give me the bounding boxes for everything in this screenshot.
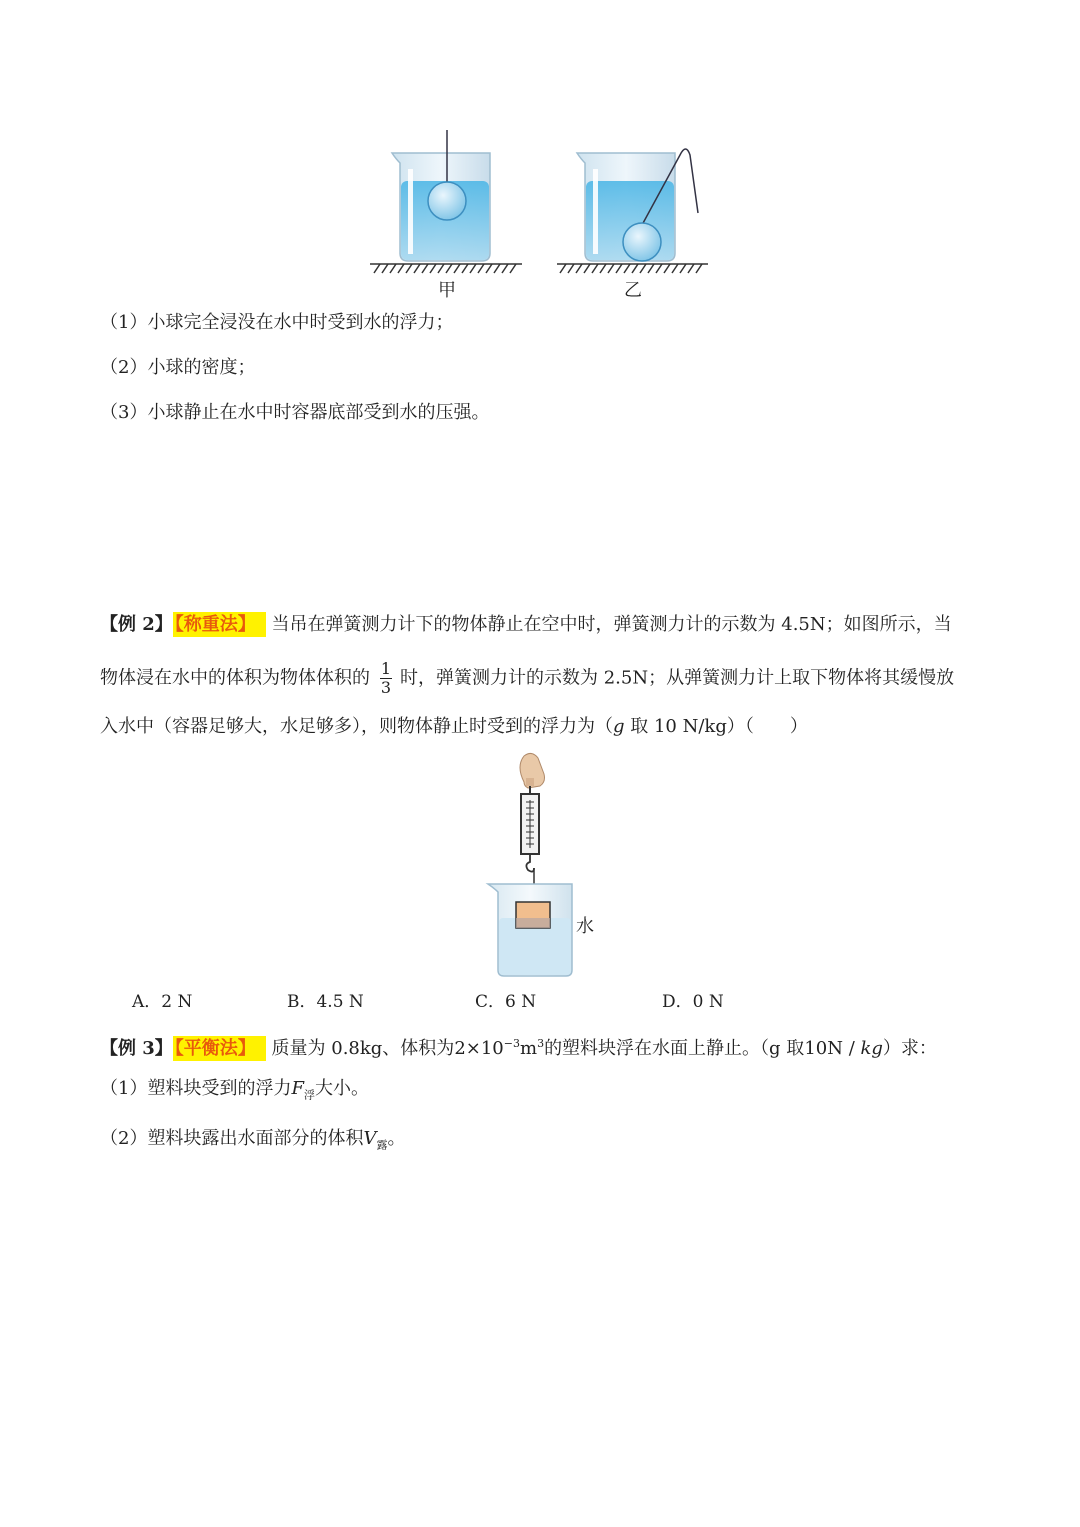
ex3-q1-subscript: 浮 [303, 1088, 315, 1102]
option-d: D．0 N [662, 992, 724, 1012]
ex3-volume-coef: 2×10 [454, 1038, 504, 1059]
beaker-left [392, 130, 490, 261]
ex2-line-1 [100, 612, 952, 638]
ex2-g-symbol: g [613, 716, 625, 737]
ex1-question-1: （1）小球完全浸没在水中时受到水的浮力； [100, 312, 454, 333]
spring-scale-figure [480, 752, 610, 980]
figure-label-left: 甲 [438, 280, 456, 301]
figure-label-right: 乙 [624, 280, 642, 301]
ex3-g-unit: kg [860, 1038, 883, 1059]
ex3-question-1 [100, 1076, 369, 1109]
hand-icon [520, 753, 545, 788]
ex2-text-3b: 取 10 N/kg）（ ） [624, 716, 808, 737]
ex3-volume-unit: m [519, 1038, 538, 1059]
ex2-method-highlight: 【称重法】 [173, 612, 266, 637]
ex2-text-1: 当吊在弹簧测力计下的物体静止在空中时，弹簧测力计的示数为 4.5N；如图所示，当 [271, 614, 952, 635]
option-a: A．2 N [132, 992, 193, 1012]
ex3-tag: 【例 3】 [100, 1038, 173, 1059]
fraction-one-third [380, 660, 392, 697]
ex3-question-2 [100, 1126, 405, 1159]
ex3-q1-symbol: F [291, 1078, 304, 1099]
ex2-line-2 [100, 660, 954, 697]
ex3-text-c: ）求： [882, 1038, 937, 1059]
ex3-volume-unit-exp: 3 [537, 1037, 545, 1050]
fraction-denominator: 3 [380, 678, 392, 697]
ex3-q1-text-a: （1）塑料块受到的浮力 [100, 1078, 292, 1099]
beakers-figure [360, 125, 730, 275]
fraction-numerator: 1 [380, 659, 392, 678]
ex2-text-2b: 时，弹簧测力计的示数为 2.5N；从弹簧测力计上取下物体将其缓慢放 [400, 667, 955, 689]
ex2-tag: 【例 2】 [100, 614, 173, 635]
ex3-method-highlight: 【平衡法】 [173, 1036, 266, 1061]
ex3-text-b: 的塑料块浮在水面上静止。（g 取 [544, 1038, 805, 1059]
ex1-question-3: （3）小球静止在水中时容器底部受到水的压强。 [100, 402, 490, 423]
ex1-question-2: （2）小球的密度； [100, 357, 256, 378]
ex2-text-3a: 入水中（容器足够大，水足够多），则物体静止时受到的浮力为（ [100, 716, 613, 737]
ex3-g-value: 10N / [804, 1038, 861, 1059]
ex3-q2-text-a: （2）塑料块露出水面部分的体积 [100, 1128, 364, 1149]
ground-hatch [370, 264, 708, 273]
ex3-q1-text-b: 大小。 [314, 1078, 369, 1099]
option-c: C．6 N [475, 992, 537, 1012]
water-label: 水 [576, 916, 594, 937]
ex3-q2-subscript: 露 [376, 1138, 388, 1152]
option-b: B．4.5 N [287, 992, 364, 1012]
ex3-line-1 [100, 1031, 937, 1062]
beaker-right [577, 149, 698, 261]
ex3-q2-text-b: 。 [387, 1128, 406, 1149]
ex3-q2-symbol: V [363, 1128, 377, 1149]
ex2-text-2a: 物体浸在水中的体积为物体体积的 [100, 667, 370, 689]
ex3-volume-exp: −3 [503, 1037, 520, 1050]
ex2-line-3 [100, 714, 808, 740]
ex3-text-a: 质量为 0.8kg、体积为 [271, 1038, 455, 1059]
